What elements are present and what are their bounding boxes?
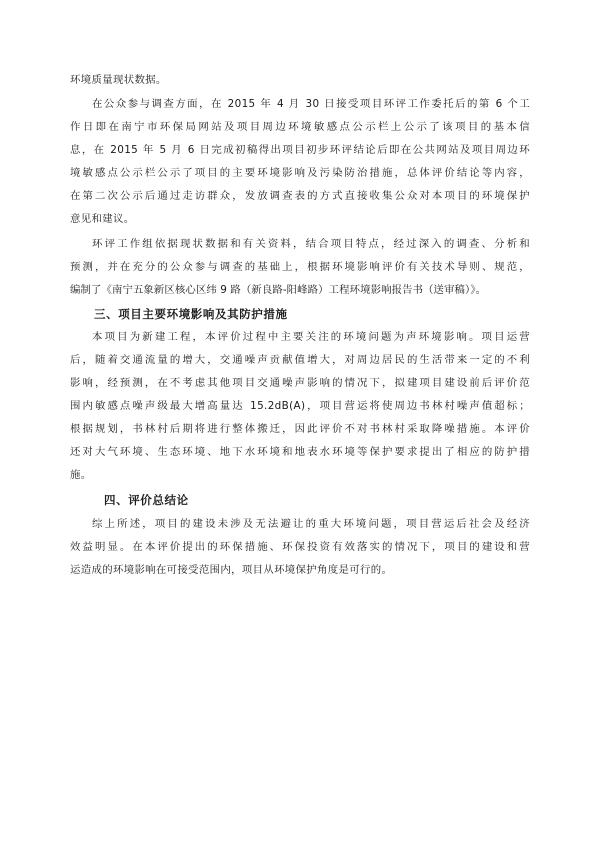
paragraph-line: 环境质量现状数据。: [70, 74, 167, 86]
paragraph-line: 围内敏感点噪声级最大增高量达 15.2dB(A)，项目营运将使周边书林村噪声值超标；: [70, 400, 530, 412]
paragraph-line: 运造成的环境影响在可接受范围内，项目从环境保护角度是可行的。: [70, 564, 393, 576]
paragraph-line: 编制了《南宁五象新区核心区纬 9 路（新良路-阳峰路）工程环境影响报告书（送审稿）》。: [70, 284, 487, 296]
paragraph-line: 综上所述，项目的建设未涉及无法避让的重大环境问题，项目营运后社会及经济: [92, 518, 530, 530]
paragraph-line: 施。: [70, 469, 92, 481]
paragraph-line: 息，在 2015 年 5 月 6 日完成初稿得出项目初步环评结论后即在公共网站及项目周边环: [70, 144, 530, 156]
paragraph-line: 影响，经预测，在不考虑其他项目交通噪声影响的情况下，拟建项目建设前后评价范: [70, 377, 530, 389]
paragraph-line: 在公众参与调查方面，在 2015 年 4 月 30 日接受项目环评工作委托后的第 6 个工: [92, 98, 530, 110]
paragraph-line: 境敏感点公示栏公示了项目的主要环境影响及污染防治措施，总体评价结论等内容，: [70, 167, 530, 179]
paragraph-line: 效益明显。在本评价提出的环保措施、环保投资有效落实的情况下，项目的建设和营: [70, 541, 530, 553]
paragraph-line: 预测，并在充分的公众参与调查的基础上，根据环境影响评价有关技术导则、规范，: [70, 261, 530, 273]
paragraph-line: 根据规划，书林村后期将进行整体搬迁，因此评价不对书林村采取降噪措施。本评价: [70, 423, 530, 435]
section-heading: 三、项目主要环境影响及其防护措施: [94, 307, 288, 321]
paragraph-line: 后，随着交通流量的增大，交通噪声贡献值增大，对周边居民的生活带来一定的不利: [70, 354, 530, 366]
paragraph-line: 在第二次公示后通过走访群众，发放调查表的方式直接收集公众对本项目的环境保护: [70, 190, 530, 202]
paragraph-line: 意见和建议。: [70, 213, 135, 225]
section-heading: 四、评价总结论: [104, 493, 189, 507]
paragraph-line: 还对大气环境、生态环境、地下水环境和地表水环境等保护要求提出了相应的防护措: [70, 446, 530, 458]
paragraph-line: 环评工作组依据现状数据和有关资料，结合项目特点，经过深入的调查、分析和: [92, 238, 530, 250]
paragraph-line: 作日即在南宁市环保局网站及项目周边环境敏感点公示栏上公示了该项目的基本信: [70, 121, 530, 133]
paragraph-line: 本项目为新建工程，本评价过程中主要关注的环境问题为声环境影响。项目运营: [92, 331, 530, 343]
